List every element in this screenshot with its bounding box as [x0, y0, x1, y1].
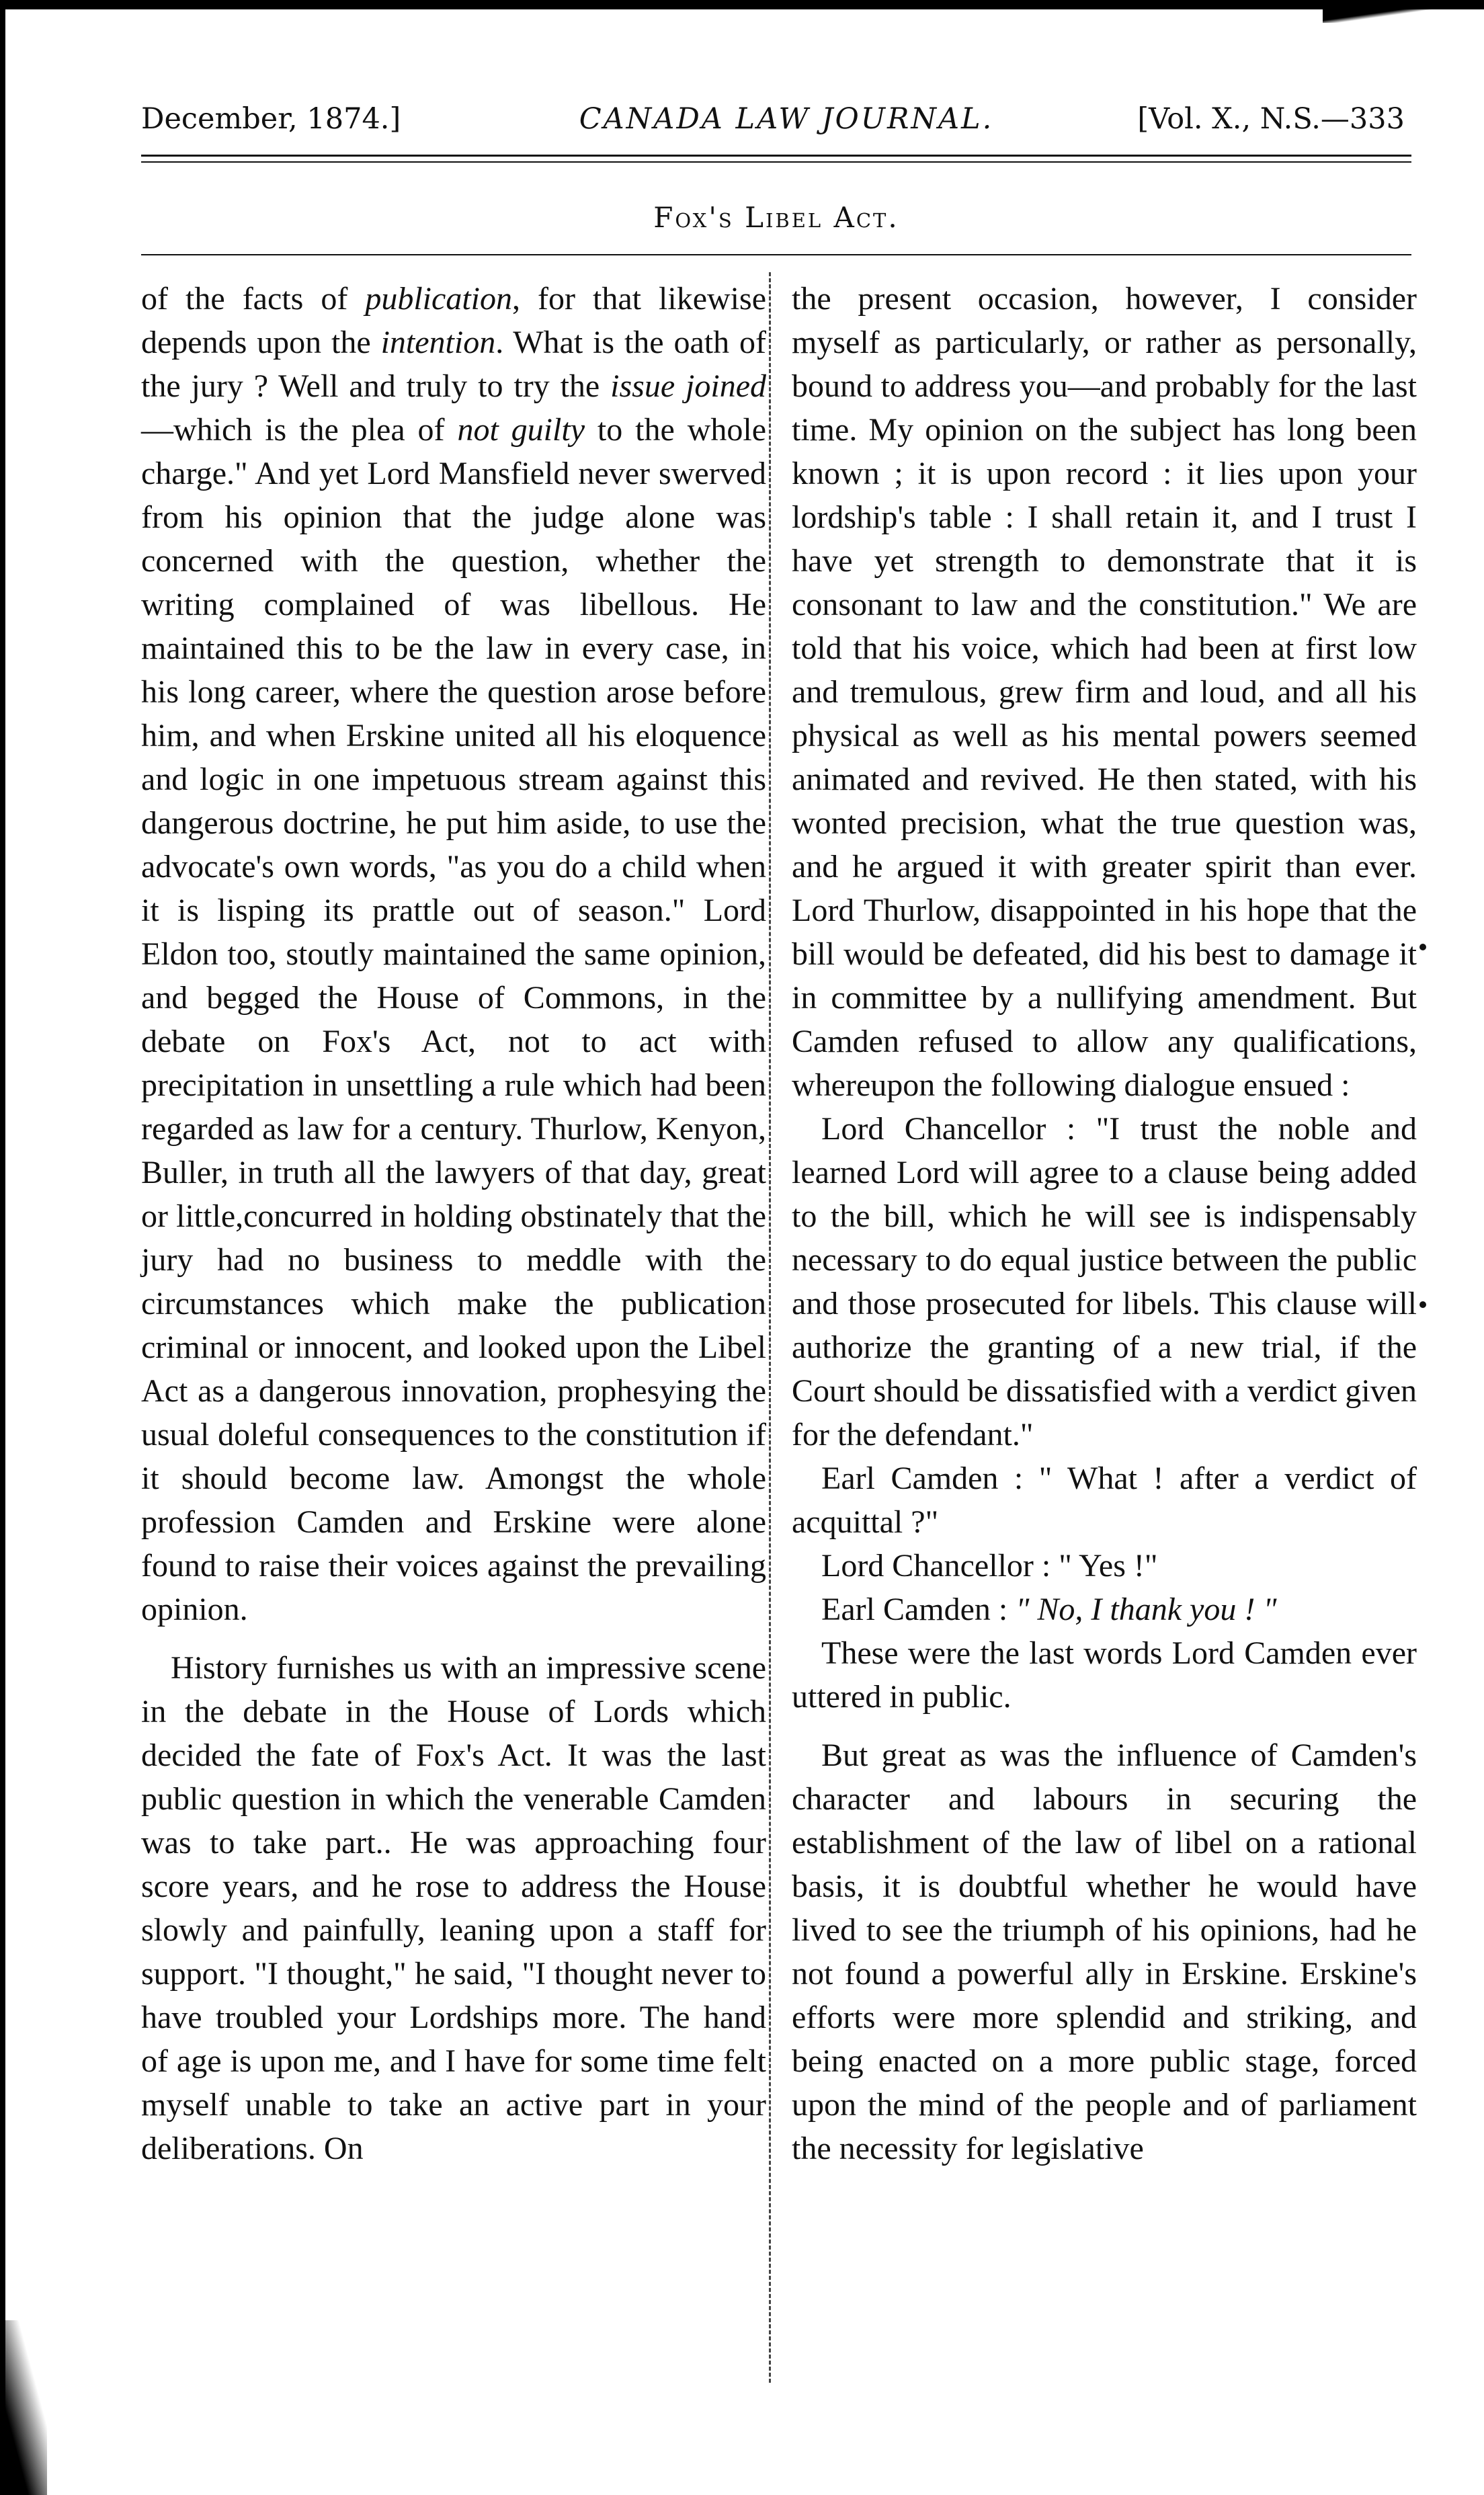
paragraph: These were the last words Lord Camden ever uttered in public. — [792, 1635, 1417, 1715]
text-run: of the facts of — [141, 281, 366, 317]
header-journal-title: CANADA LAW JOURNAL. — [579, 102, 994, 136]
page-top-edge — [0, 0, 1484, 9]
margin-dot — [1419, 944, 1426, 950]
margin-dot — [1419, 1301, 1426, 1308]
text-run: —which is the plea of — [141, 412, 458, 448]
italic-text: issue joined — [610, 368, 766, 404]
right-column — [792, 277, 1417, 2170]
text-run: . What is the oath of the jury ? Well and truly to try the — [141, 325, 766, 404]
dialogue-line: Earl Camden : " What ! after a verdict of acquittal ?" — [792, 1461, 1417, 1540]
column-divider — [769, 272, 771, 2383]
italic-text: not guilty — [457, 412, 585, 448]
page-left-edge — [0, 0, 5, 2495]
running-head — [141, 95, 1432, 142]
header-rule-top — [141, 155, 1411, 157]
paragraph: History furnishes us with an impressive scene in the debate in the House of Lords which decided the fate of Fox's Act. It was the last public question in which the venerable Camden was to take part.. He was approaching four score years, and he rose to address the House slowly and painfully, leaning upon a staff for support. "I thought," he said, "I thought never to have troubled your Lordships more. The hand of age is upon me, and I have for some time felt myself unable to take an active part in your deliberations. On — [141, 1650, 766, 2166]
section-title: Fox's Libel Act. — [653, 201, 899, 234]
paragraph: the present occasion, however, I consider myself as particularly, or rather as personally, bound to address you—and probably for the last time. My opinion on the subject has long been known ; it is upon record : it lies upon your lordship's table : I shall retain it, and I trust I have yet strength to demonstrate that it is consonant to law and the constitution." We are told that his voice, which had been at first low and tremulous, grew firm and loud, and all his physical as well as his mental powers seemed animated and revived. He then stated, with his wonted precision, what the true question was, and he argued it with greater spirit than ever. Lord Thurlow, disappointed in his hope that the bill would be defeated, did his best to damage it in committee by a nullifying amendment. But Camden refused to allow any qualifications, whereupon the following dialogue ensued : — [792, 281, 1417, 1103]
italic-text: " No, I thank you ! " — [1016, 1592, 1277, 1627]
section-rule — [141, 254, 1411, 255]
dialogue-line: Lord Chancellor : " Yes !" — [821, 1548, 1158, 1584]
text-run: Earl Camden : — [821, 1592, 1016, 1627]
italic-text: intention — [380, 325, 496, 360]
text-run: , for that likewise depends upon the — [141, 281, 766, 360]
header-date: December, 1874.] — [141, 102, 401, 136]
text-run: to the whole charge." And yet Lord Mansfield never swerved from his opinion that the judge alone was concerned with the question, whether the writing complained of was libellous. He maintained this to be the law in every case, in his long career, where the question arose before him, and when Erskine united all his eloquence and logic in one impetuous stream against this dangerous doctrine, he put him aside, to use the advocate's own words, "as you do a child when it is lisping its prattle out of season." Lord Eldon too, stoutly maintained the same opinion, and begged the House of Commons, in the debate on Fox's Act, not to act with precipitation in unsettling a rule which had been regarded as law for a century. Thurlow, Kenyon, Buller, in truth all the lawyers of that day, great or little,concurred in holding obstinately that the jury had no business to meddle with the circumstances which make the publication criminal or innocent, and looked upon the Libel Act as a dangerous innovation, prophesying the usual doleful consequences to the constitution if it should become law. Amongst the whole profession Camden and Erskine were alone found to raise their voices against the prevailing opinion. — [141, 412, 767, 1627]
italic-text: publication — [365, 281, 512, 317]
dialogue-line: Lord Chancellor : "I trust the noble and learned Lord will agree to a clause being added to the bill, which he will see is indispensably necessary to do equal justice between the public and those prosecuted for libels. This clause will authorize the granting of a new trial, if the Court should be dissatisfied with a verdict given for the defendant." — [792, 1111, 1417, 1453]
header-volume: [Vol. X., N.S.—333 — [1137, 102, 1405, 136]
left-column — [141, 277, 766, 2170]
dialogue-line — [792, 1588, 1417, 1631]
journal-page — [121, 40, 1432, 2473]
page-top-edge-tip — [1323, 0, 1484, 23]
paragraph — [141, 277, 766, 1631]
header-rule-bottom — [141, 161, 1411, 163]
page-corner-mark — [0, 2320, 47, 2495]
paragraph: But great as was the influence of Camden's character and labours in securing the establishment of the law of libel on a rational basis, it is doubtful whether he would have lived to see the triumph of his opinions, had he not found a powerful ally in Erskine. Erskine's efforts were more splendid and striking, and being enacted on a more public stage, forced upon the mind of the people and of parliament the necessity for legislative — [792, 1737, 1417, 2166]
